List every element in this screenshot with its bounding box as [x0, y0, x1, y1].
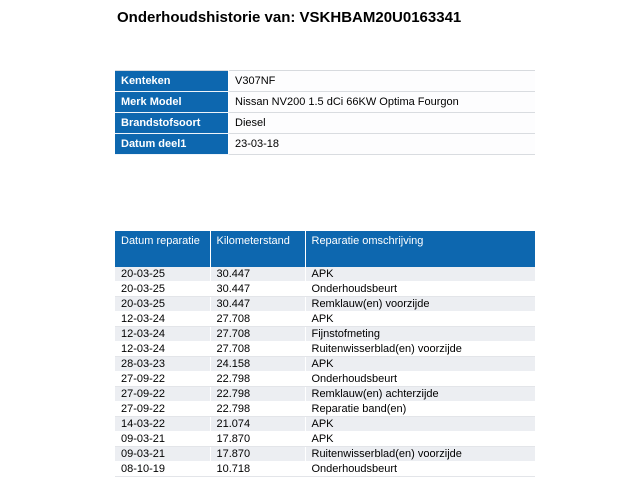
history-cell-description: Ruitenwisserblad(en) voorzijde [305, 342, 535, 357]
history-cell-date: 27-09-22 [115, 402, 210, 417]
history-cell-date: 09-03-21 [115, 447, 210, 462]
history-cell-date: 09-03-21 [115, 432, 210, 447]
history-cell-odometer: 22.798 [210, 387, 305, 402]
history-cell-description: APK [305, 417, 535, 432]
history-cell-odometer: 27.708 [210, 327, 305, 342]
history-cell-date: 12-03-24 [115, 327, 210, 342]
vehicle-info-label: Merk Model [115, 92, 229, 113]
maintenance-history-table [115, 231, 535, 477]
history-cell-odometer: 17.870 [210, 447, 305, 462]
history-row [115, 417, 535, 432]
history-row [115, 297, 535, 312]
history-cell-date: 20-03-25 [115, 282, 210, 297]
history-cell-date: 28-03-23 [115, 357, 210, 372]
history-row [115, 432, 535, 447]
history-cell-odometer: 21.074 [210, 417, 305, 432]
history-cell-date: 27-09-22 [115, 387, 210, 402]
history-cell-description: Remklauw(en) achterzijde [305, 387, 535, 402]
history-cell-description: APK [305, 432, 535, 447]
history-cell-odometer: 27.708 [210, 312, 305, 327]
history-cell-date: 27-09-22 [115, 372, 210, 387]
history-row [115, 447, 535, 462]
history-cell-description: APK [305, 312, 535, 327]
history-cell-odometer: 22.798 [210, 372, 305, 387]
history-row [115, 267, 535, 282]
history-cell-description: Remklauw(en) voorzijde [305, 297, 535, 312]
page-title: Onderhoudshistorie van: VSKHBAM20U0163341 [117, 9, 462, 26]
history-cell-description: Onderhoudsbeurt [305, 462, 535, 477]
vehicle-info-value: Diesel [229, 113, 536, 134]
history-cell-description: Reparatie band(en) [305, 402, 535, 417]
history-column-header: Reparatie omschrijving [305, 231, 535, 267]
history-row [115, 402, 535, 417]
history-cell-description: Onderhoudsbeurt [305, 372, 535, 387]
history-cell-date: 20-03-25 [115, 267, 210, 282]
history-cell-odometer: 27.708 [210, 342, 305, 357]
history-cell-date: 12-03-24 [115, 342, 210, 357]
history-cell-date: 14-03-22 [115, 417, 210, 432]
history-cell-odometer: 30.447 [210, 297, 305, 312]
vehicle-info-label: Kenteken [115, 71, 229, 92]
history-column-header: Datum reparatie [115, 231, 210, 267]
history-cell-date: 12-03-24 [115, 312, 210, 327]
vehicle-info-value: Nissan NV200 1.5 dCi 66KW Optima Fourgon [229, 92, 536, 113]
vehicle-info-label: Datum deel1 [115, 134, 229, 155]
history-cell-description: Ruitenwisserblad(en) voorzijde [305, 447, 535, 462]
history-row [115, 282, 535, 297]
history-cell-description: APK [305, 267, 535, 282]
vehicle-info-label: Brandstofsoort [115, 113, 229, 134]
history-cell-odometer: 17.870 [210, 432, 305, 447]
vehicle-info-value: 23-03-18 [229, 134, 536, 155]
history-row [115, 387, 535, 402]
history-cell-odometer: 30.447 [210, 282, 305, 297]
vehicle-info-value: V307NF [229, 71, 536, 92]
history-row [115, 357, 535, 372]
history-cell-date: 08-10-19 [115, 462, 210, 477]
history-cell-date: 20-03-25 [115, 297, 210, 312]
history-row [115, 342, 535, 357]
history-cell-description: Fijnstofmeting [305, 327, 535, 342]
history-column-header: Kilometerstand [210, 231, 305, 267]
page-content [115, 0, 537, 477]
vehicle-info-row [115, 113, 535, 134]
history-cell-odometer: 22.798 [210, 402, 305, 417]
history-cell-odometer: 24.158 [210, 357, 305, 372]
history-row [115, 462, 535, 477]
history-header-row [115, 231, 535, 267]
history-cell-odometer: 30.447 [210, 267, 305, 282]
vehicle-info-row [115, 134, 535, 155]
history-cell-description: APK [305, 357, 535, 372]
history-cell-description: Onderhoudsbeurt [305, 282, 535, 297]
vehicle-info-table [115, 70, 535, 155]
vehicle-info-row [115, 92, 535, 113]
history-row [115, 372, 535, 387]
history-row [115, 327, 535, 342]
history-row [115, 312, 535, 327]
vehicle-info-row [115, 71, 535, 92]
history-cell-odometer: 10.718 [210, 462, 305, 477]
